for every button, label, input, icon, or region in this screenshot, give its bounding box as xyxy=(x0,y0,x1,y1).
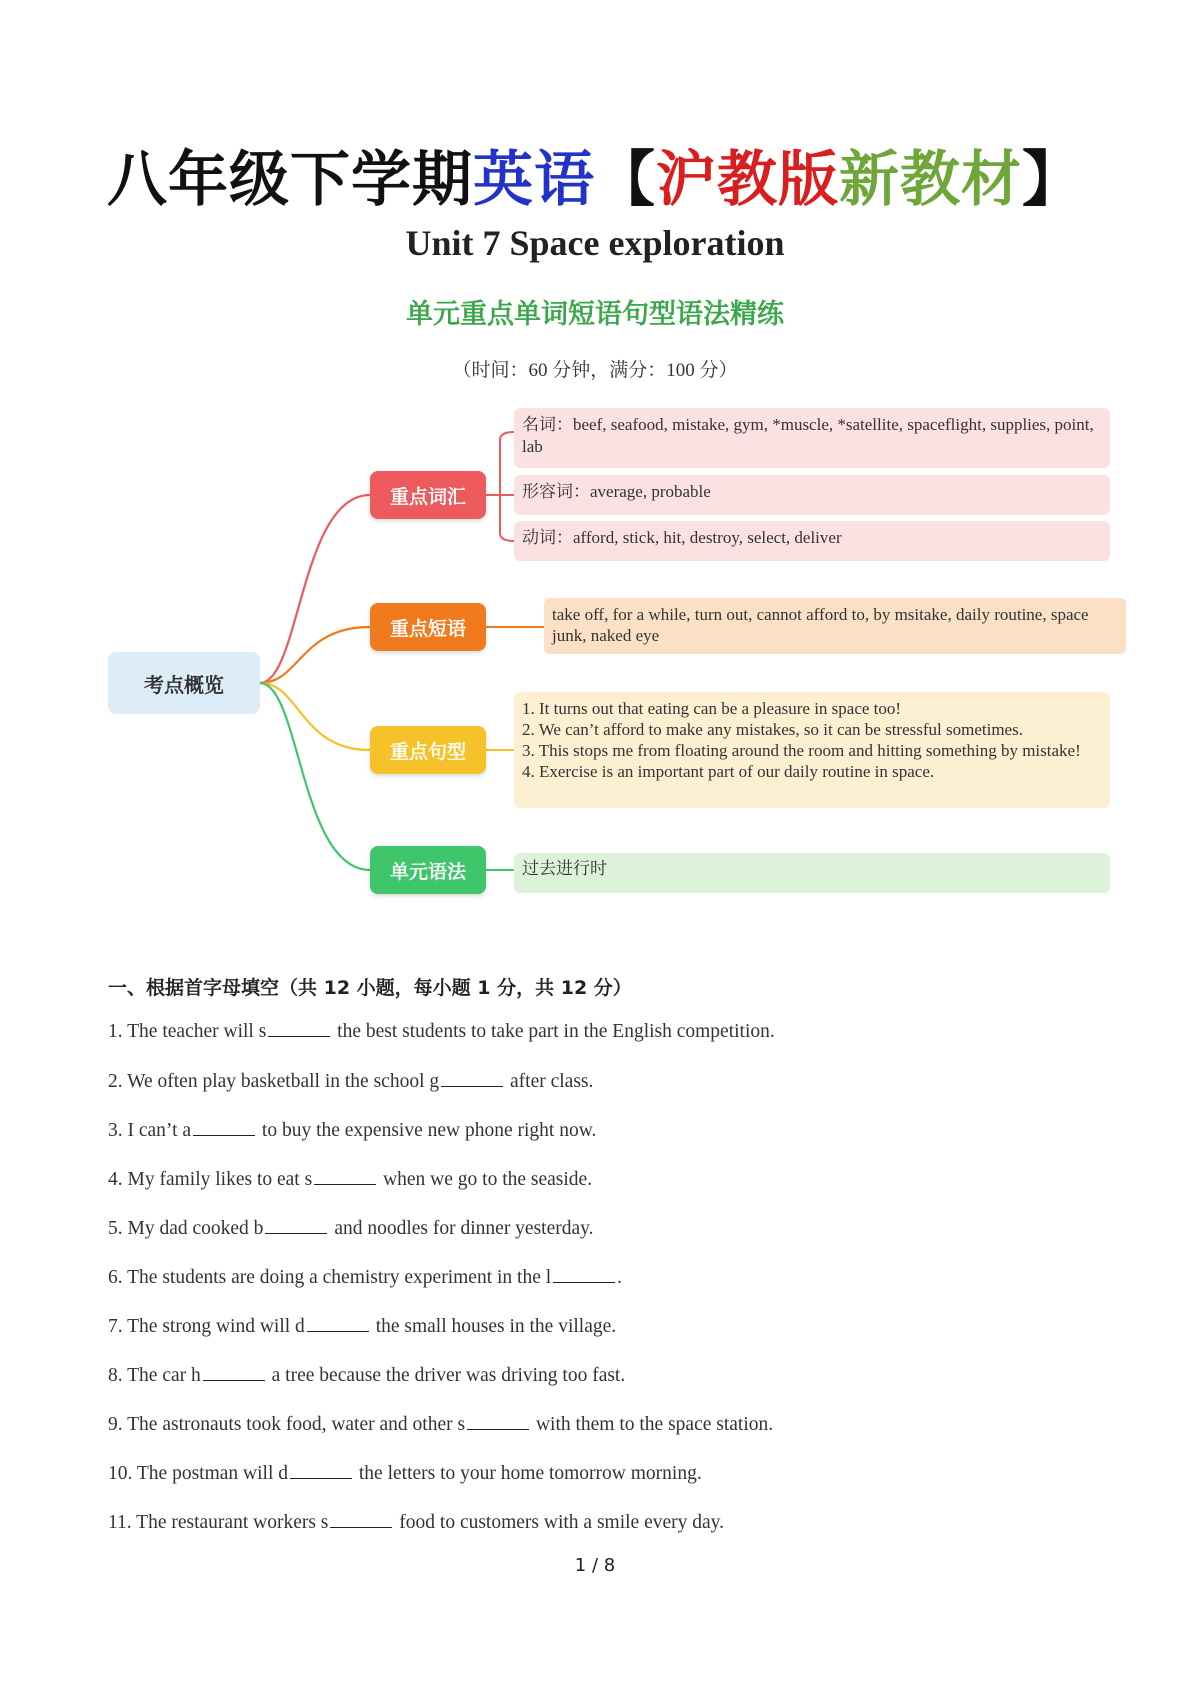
vocab-verbs-box xyxy=(514,521,1110,561)
question-text: after class. xyxy=(505,1071,594,1092)
question-item xyxy=(108,1509,724,1534)
branch-key-vocabulary: 重点词汇 xyxy=(370,471,486,519)
question-item xyxy=(108,1362,625,1387)
sentences-box xyxy=(514,692,1110,808)
question-text: the small houses in the village. xyxy=(370,1316,617,1337)
question-text: 8. The car h xyxy=(108,1365,201,1386)
page-number: 1 / 8 xyxy=(574,1555,616,1576)
nouns-text: beef, seafood, mistake, gym, *muscle, *satellite, spaceflight, supplies, point, lab xyxy=(522,415,1094,456)
adjectives-text: average, probable xyxy=(590,482,711,501)
question-text: 5. My dad cooked b xyxy=(108,1218,264,1239)
phrases-box: take off, for a while, turn out, cannot afford to, by msitake, daily routine, space junk, naked eye xyxy=(544,598,1126,654)
question-item xyxy=(108,1460,702,1485)
question-text: the letters to your home tomorrow morning. xyxy=(354,1463,702,1484)
title-bracket-close: 】 xyxy=(1022,145,1083,215)
question-text: with them to the space station. xyxy=(531,1414,774,1435)
title-part-textbook: 新教材 xyxy=(839,145,1022,215)
sentence-item: 1. It turns out that eating can be a pleasure in space too! xyxy=(522,699,902,718)
answer-blank[interactable] xyxy=(330,1509,392,1528)
question-text: 1. The teacher will s xyxy=(108,1021,267,1042)
title-bracket-open: 【 xyxy=(595,145,656,215)
question-text: 6. The students are doing a chemistry experiment in the l xyxy=(108,1267,552,1288)
section-heading: 一、根据首字母填空（共 12 小题，每小题 1 分，共 12 分） xyxy=(108,977,632,999)
question-item xyxy=(108,1018,775,1043)
answer-blank[interactable] xyxy=(314,1166,376,1185)
question-item xyxy=(108,1068,593,1093)
question-item xyxy=(108,1117,596,1142)
time-info: （时间：60 分钟，满分：100 分） xyxy=(452,360,738,381)
answer-blank[interactable] xyxy=(307,1313,369,1332)
sentence-item: 2. We can’t afford to make any mistakes, so it can be stressful sometimes. xyxy=(522,720,1023,739)
vocab-nouns-box xyxy=(514,408,1110,468)
branch-unit-grammar: 单元语法 xyxy=(370,846,486,894)
title-part-grade: 八年级下学期 xyxy=(107,145,473,215)
mindmap-root: 考点概览 xyxy=(108,652,260,714)
grammar-box: 过去进行时 xyxy=(514,853,1110,893)
question-item xyxy=(108,1411,773,1436)
answer-blank[interactable] xyxy=(268,1018,330,1037)
answer-blank[interactable] xyxy=(467,1411,529,1430)
question-text: 9. The astronauts took food, water and other s xyxy=(108,1414,466,1435)
question-text: 3. I can’t a xyxy=(108,1120,192,1141)
verbs-text: afford, stick, hit, destroy, select, deliver xyxy=(573,528,842,547)
question-text: food to customers with a smile every day. xyxy=(394,1512,725,1533)
question-item xyxy=(108,1166,592,1191)
question-text: when we go to the seaside. xyxy=(378,1169,593,1190)
question-item xyxy=(108,1215,594,1240)
question-text: a tree because the driver was driving too fast. xyxy=(266,1365,626,1386)
question-text: 10. The postman will d xyxy=(108,1463,289,1484)
question-text: 2. We often play basketball in the school g xyxy=(108,1071,440,1092)
answer-blank[interactable] xyxy=(441,1068,503,1087)
answer-blank[interactable] xyxy=(553,1264,615,1283)
nouns-label: 名词： xyxy=(522,415,573,435)
vocab-adjectives-box xyxy=(514,475,1110,515)
connector-sentence xyxy=(260,683,370,750)
answer-blank[interactable] xyxy=(265,1215,327,1234)
answer-blank[interactable] xyxy=(203,1362,265,1381)
question-item xyxy=(108,1264,622,1289)
question-text: 4. My family likes to eat s xyxy=(108,1169,313,1190)
sentence-item: 3. This stops me from floating around the room and hitting something by mistake! xyxy=(522,741,1081,760)
adjectives-label: 形容词： xyxy=(522,482,590,502)
connector-vocab xyxy=(260,495,370,683)
answer-blank[interactable] xyxy=(193,1117,255,1136)
verbs-label: 动词： xyxy=(522,528,573,548)
question-text: and noodles for dinner yesterday. xyxy=(329,1218,594,1239)
branch-key-sentences: 重点句型 xyxy=(370,726,486,774)
unit-heading: Unit 7 Space exploration xyxy=(405,223,785,263)
question-text: . xyxy=(617,1267,623,1288)
title-part-publisher: 沪教版 xyxy=(656,145,839,215)
answer-blank[interactable] xyxy=(290,1460,352,1479)
question-text: to buy the expensive new phone right now. xyxy=(257,1120,597,1141)
question-text: 7. The strong wind will d xyxy=(108,1316,305,1337)
title-part-subject: 英语 xyxy=(473,145,595,215)
branch-key-phrases: 重点短语 xyxy=(370,603,486,651)
question-text: the best students to take part in the English competition. xyxy=(332,1021,775,1042)
sentence-item: 4. Exercise is an important part of our daily routine in space. xyxy=(522,762,935,781)
connector-vocab-sub xyxy=(486,432,514,541)
question-text: 11. The restaurant workers s xyxy=(108,1512,329,1533)
question-item xyxy=(108,1313,616,1338)
connector-grammar xyxy=(260,683,370,870)
subtitle: 单元重点单词短语句型语法精练 xyxy=(406,299,784,330)
connector-phrase xyxy=(260,627,370,683)
